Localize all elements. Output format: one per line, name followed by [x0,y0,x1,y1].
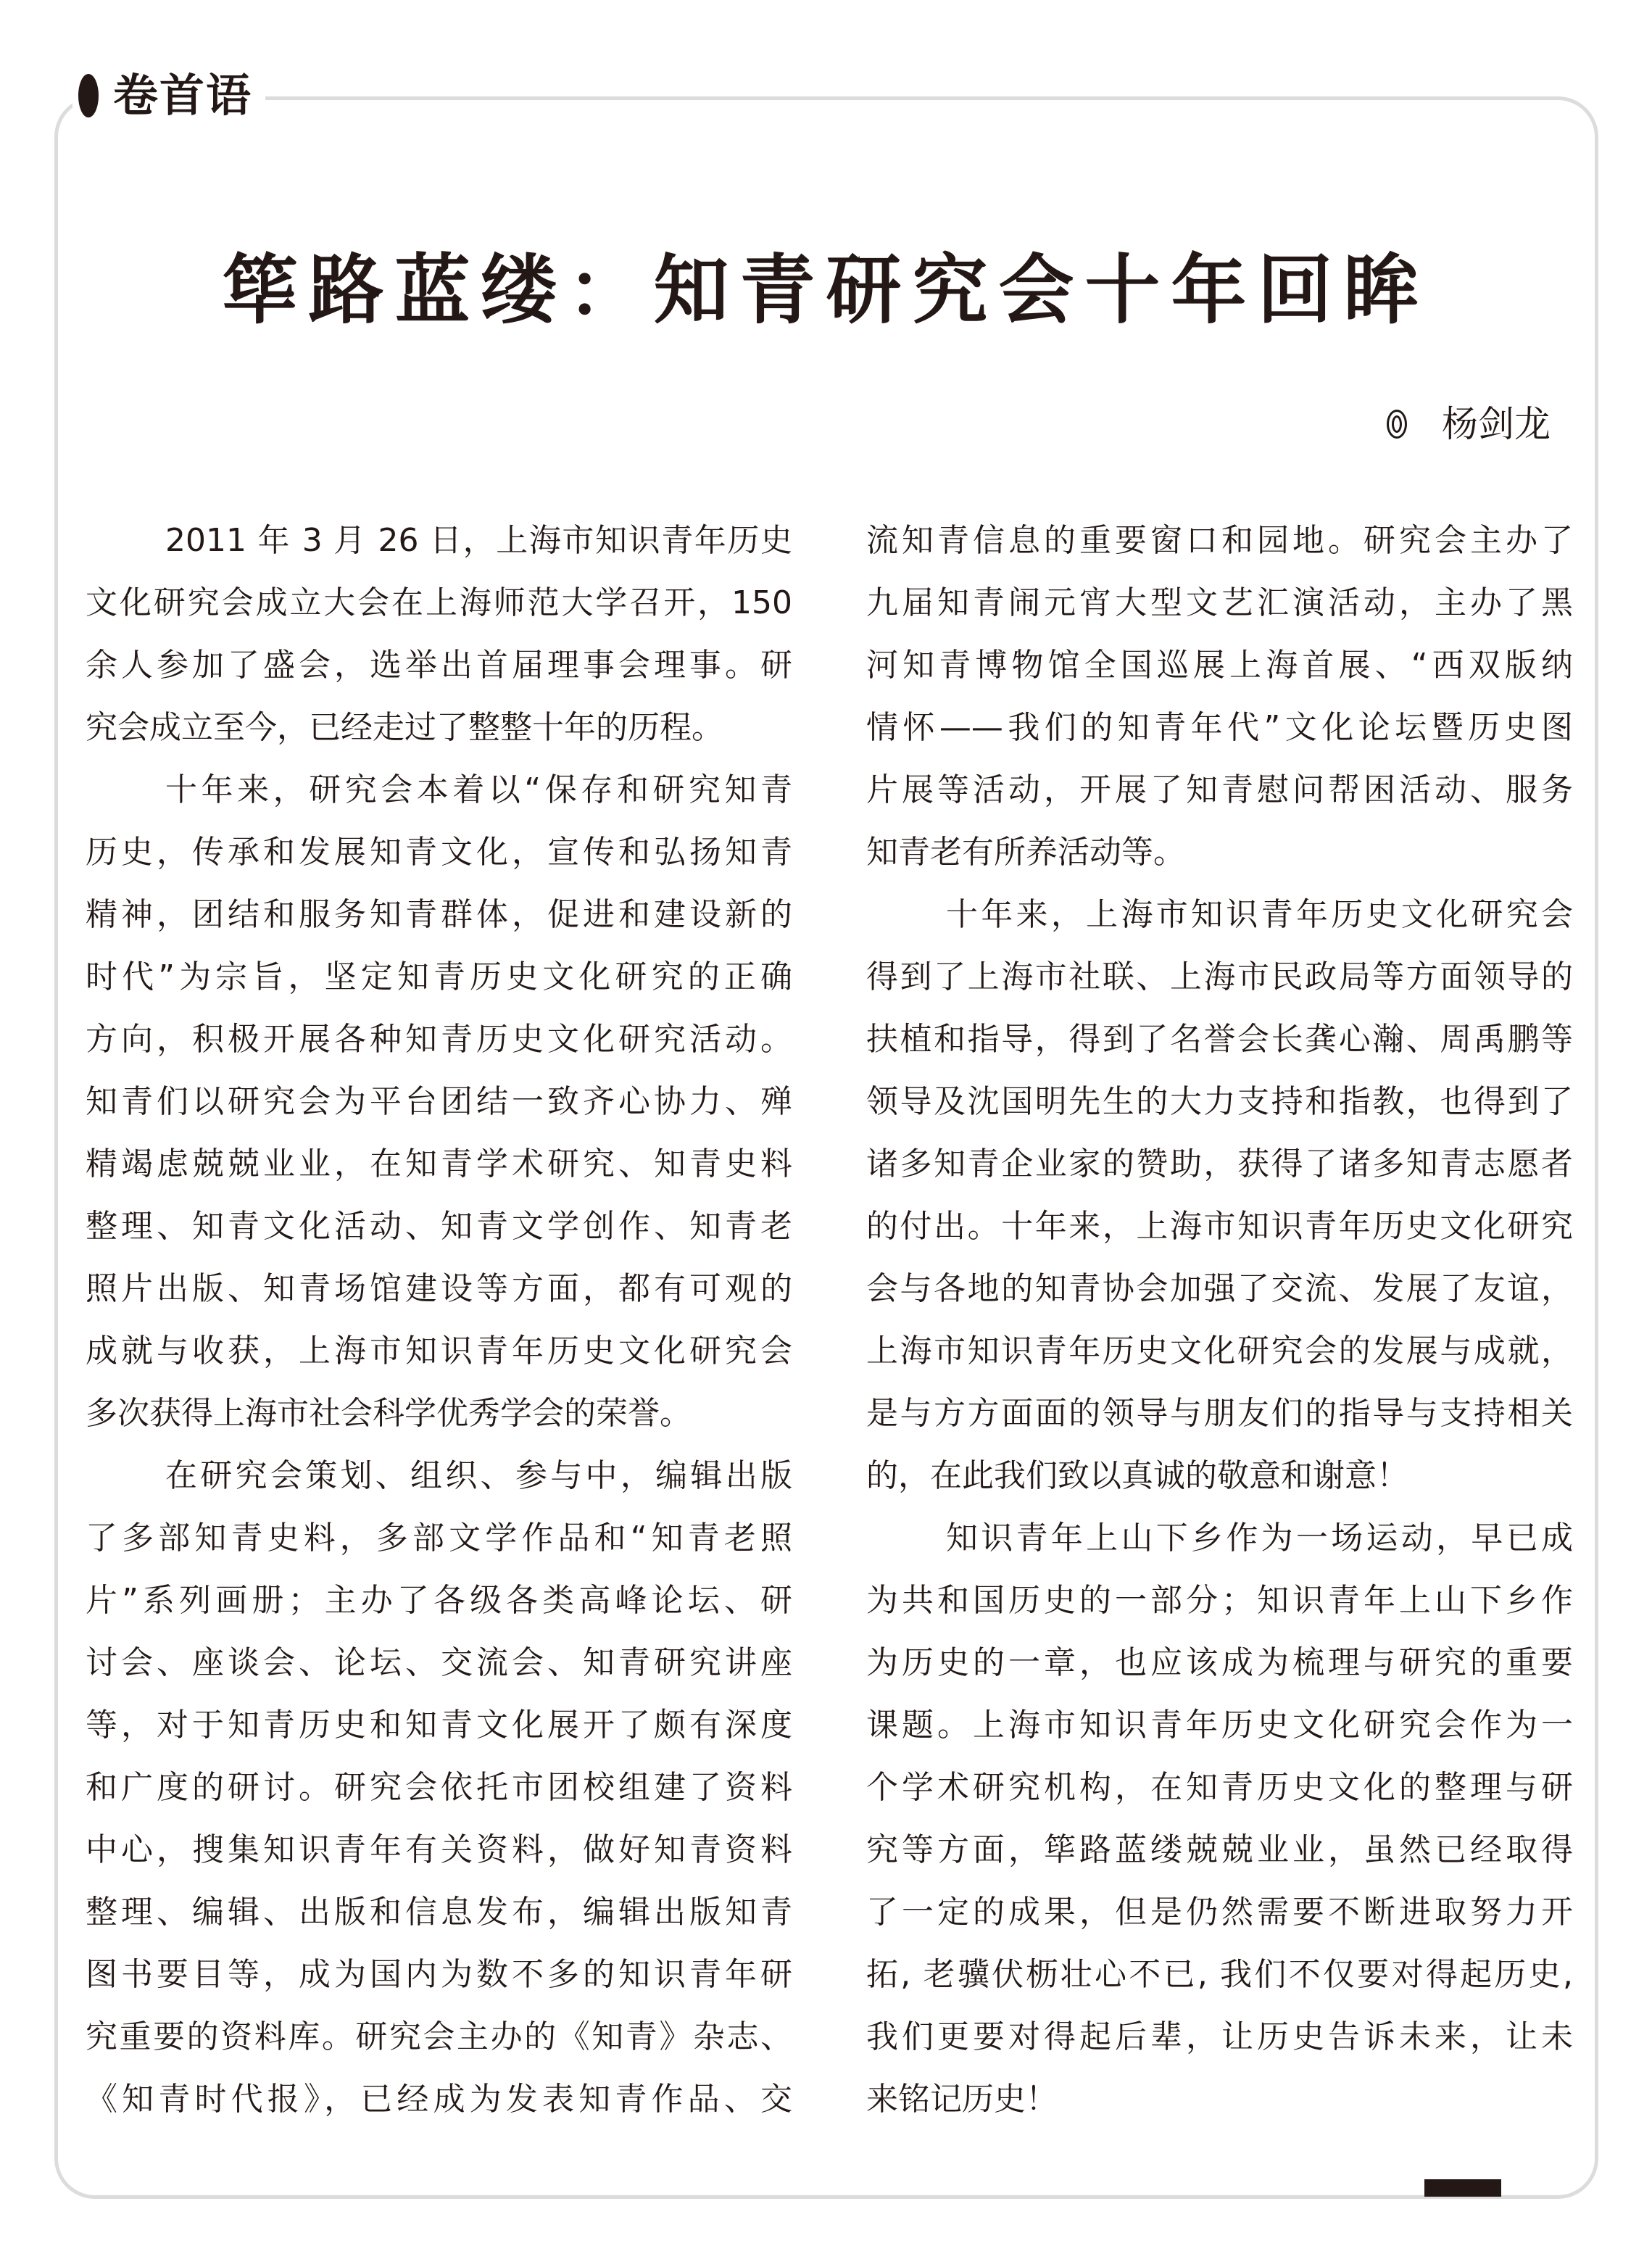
body-text-line: 究等方面，筚路蓝缕兢兢业业，虽然已经取得 [866,1831,1573,1868]
body-text-line: 的付出。十年来，上海市知识青年历史文化研究 [866,1208,1573,1245]
body-text-line: 整理、知青文化活动、知青文学创作、知青老 [86,1208,792,1245]
body-text-line: 会与各地的知青协会加强了交流、发展了友谊， [866,1270,1573,1307]
body-text-line: 来铭记历史！ [866,2081,1058,2118]
body-text-line: 在研究会策划、组织、参与中，编辑出版 [165,1457,792,1494]
body-text-line: 多次获得上海市社会科学优秀学会的荣誉。 [86,1395,692,1432]
body-text-line: 上海市知识青年历史文化研究会的发展与成就， [866,1333,1573,1369]
body-text-line: 了多部知青史料，多部文学作品和“知青老照 [86,1520,792,1557]
body-text-line: 是与方方面面的领导与朋友们的指导与支持相关 [866,1395,1573,1432]
body-text-line: 十年来，上海市知识青年历史文化研究会 [946,896,1573,933]
body-text-line: 精神，团结和服务知青群体，促进和建设新的 [86,896,792,933]
body-text-line: 的，在此我们致以真诚的敬意和谢意！ [866,1457,1408,1494]
body-text-line: 个学术研究机构，在知青历史文化的整理与研 [866,1769,1573,1806]
body-text-line: 为历史的一章，也应该成为梳理与研究的重要 [866,1644,1573,1681]
body-text-line: 精竭虑兢兢业业，在知青学术研究、知青史料 [86,1145,792,1182]
body-text-line: 情怀——我们的知青年代”文化论坛暨历史图 [866,709,1573,746]
body-text-line: 课题。上海市知识青年历史文化研究会作为一 [866,1707,1573,1744]
body-text-line: 照片出版、知青场馆建设等方面，都有可观的 [86,1270,792,1307]
page-marker-bar [1424,2179,1501,2197]
body-column-right [866,510,1573,2131]
article-title: 筚路蓝缕：知青研究会十年回眸 [222,246,1430,334]
body-text-line: 讨会、座谈会、论坛、交流会、知青研究讲座 [86,1644,792,1681]
body-text-line: 文化研究会成立大会在上海师范大学召开，150 [86,584,792,621]
author-name: 杨剑龙 [1442,403,1551,445]
body-column-left [86,510,792,2131]
body-text-line: 历史，传承和发展知青文化，宣传和弘扬知青 [86,834,792,871]
body-text-line: 为共和国历史的一部分；知识青年上山下乡作 [866,1582,1573,1619]
body-text-line: 2011 年 3 月 26 日，上海市知识青年历史 [165,522,792,559]
body-text-line: 知青老有所养活动等。 [866,834,1185,871]
body-text-line: 流知青信息的重要窗口和园地。研究会主办了 [866,522,1573,559]
body-text-line: 片展等活动，开展了知青慰问帮困活动、服务 [866,771,1573,808]
body-text-line: 知识青年上山下乡作为一场运动，早已成 [946,1520,1573,1557]
body-text-line: 中心，搜集知识青年有关资料，做好知青资料 [86,1831,792,1868]
double-circle-icon [1387,410,1407,439]
body-text-line: 我们更要对得起后辈，让历史告诉未来，让未 [866,2018,1573,2055]
body-text-line: 得到了上海市社联、上海市民政局等方面领导的 [866,958,1573,995]
body-text-line: 河知青博物馆全国巡展上海首展、“西双版纳 [866,647,1573,684]
body-text-line: 余人参加了盛会，选举出首届理事会理事。研 [86,647,792,684]
body-text-line: 和广度的研讨。研究会依托市团校组建了资料 [86,1769,792,1806]
body-text-line: 扶植和指导，得到了名誉会长龚心瀚、周禹鹏等 [866,1021,1573,1058]
body-text-line: 图书要目等，成为国内为数不多的知识青年研 [86,1956,792,1993]
body-text-line: 片”系列画册；主办了各级各类高峰论坛、研 [86,1582,792,1619]
body-text-line: 等，对于知青历史和知青文化展开了颇有深度 [86,1707,792,1744]
byline [1387,403,1551,445]
body-text-line: 究会成立至今，已经走过了整整十年的历程。 [86,709,723,746]
body-text-line: 了一定的成果，但是仍然需要不断进取努力开 [866,1894,1573,1931]
body-text-line: 九届知青闹元宵大型文艺汇演活动，主办了黑 [866,584,1573,621]
body-text-line: 究重要的资料库。研究会主办的《知青》杂志、 [86,2018,792,2055]
body-text-line: 领导及沈国明先生的大力支持和指教，也得到了 [866,1083,1573,1120]
section-title: 卷首语 [113,69,253,122]
body-text-line: 方向，积极开展各种知青历史文化研究活动。 [86,1021,792,1058]
body-text-line: 整理、编辑、出版和信息发布，编辑出版知青 [86,1894,792,1931]
body-text-line: 诸多知青企业家的赞助，获得了诸多知青志愿者 [866,1145,1573,1182]
body-text-line: 时代”为宗旨，坚定知青历史文化研究的正确 [86,958,792,995]
body-text-line: 《知青时代报》，已经成为发表知青作品、交 [86,2081,792,2118]
body-text-line: 十年来，研究会本着以“保存和研究知青 [165,771,792,808]
bullet-icon [78,74,99,117]
body-text-line: 成就与收获，上海市知识青年历史文化研究会 [86,1333,792,1369]
body-text-line: 知青们以研究会为平台团结一致齐心协力、殚 [86,1083,792,1120]
body-text-line: 拓, 老骥伏枥壮心不已, 我们不仅要对得起历史, [866,1956,1573,1993]
section-label [72,59,265,132]
